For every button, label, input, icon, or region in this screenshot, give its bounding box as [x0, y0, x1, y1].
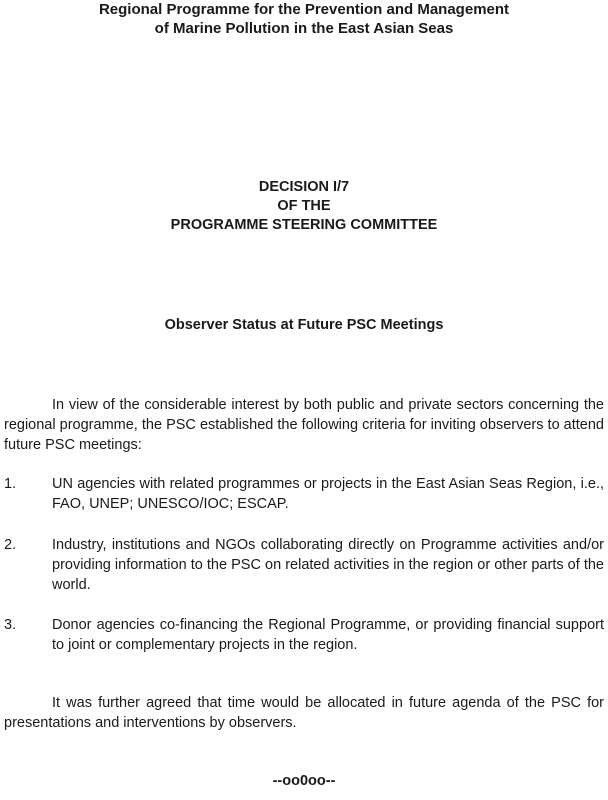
- intro-paragraph: In view of the considerable interest by both public and private sectors concerning the regional programme, the PSC established the following criteria for inviting observers to attend future PSC meetings:: [4, 397, 604, 453]
- criteria-number: 3.: [4, 617, 17, 633]
- decision-subject: Observer Status at Future PSC Meetings: [164, 317, 444, 333]
- decision-of-the: OF THE: [277, 198, 331, 214]
- header-title-line-2: of Marine Pollution in the East Asian Seas: [154, 20, 454, 37]
- conclusion-paragraph: It was further agreed that time would be allocated in future agenda of the PSC for presentations and interventions by observers.: [4, 695, 604, 731]
- criteria-number: 1.: [4, 476, 17, 492]
- criteria-text: Industry, institutions and NGOs collaborating directly on Programme activities and/or providing information to the PSC on related activities in the region or other parts of the world.: [52, 537, 604, 593]
- decision-number: DECISION I/7: [258, 179, 350, 195]
- criteria-text: UN agencies with related programmes or projects in the East Asian Seas Region, i.e., FAO, UNEP; UNESCO/IOC; ESCAP.: [52, 476, 604, 512]
- criteria-text: Donor agencies co-financing the Regional Programme, or providing financial support to joint or complementary projects in the region.: [52, 617, 604, 653]
- decision-committee: PROGRAMME STEERING COMMITTEE: [170, 217, 438, 233]
- criteria-number: 2.: [4, 537, 17, 553]
- closing-mark: --oo0oo--: [272, 773, 336, 789]
- header-title-line-1: Regional Programme for the Prevention and Management: [98, 1, 510, 18]
